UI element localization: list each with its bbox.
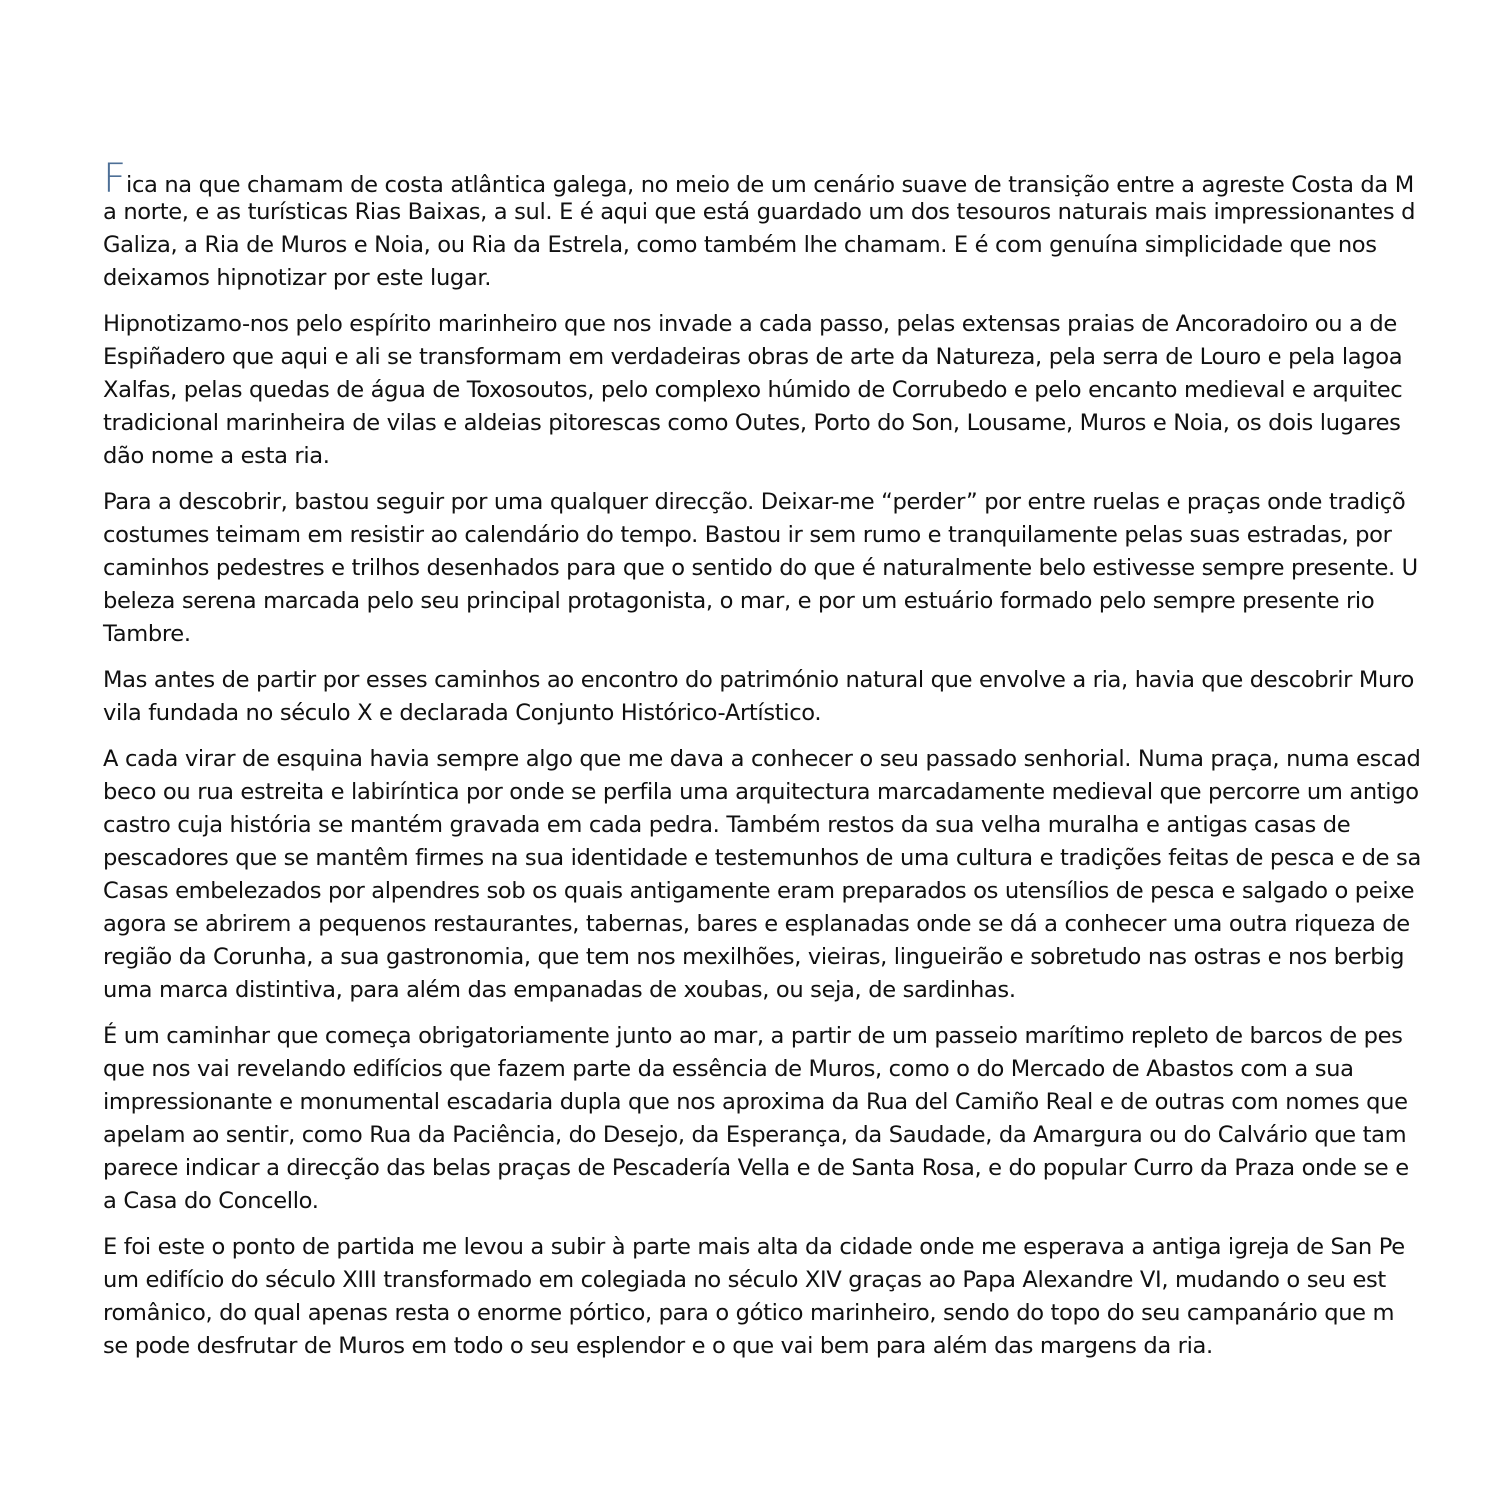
line-text: se pode desfrutar de Muros em todo o seu esplendor e o que vai bem para além das margens da ria. [103, 1333, 1213, 1359]
paragraph [103, 664, 1500, 730]
line-text: Espiñadero que aqui e ali se transformam em verdadeiras obras de arte da Natureza, pela serra de Louro e pela lagoa [103, 344, 1403, 370]
text-line [103, 697, 1500, 730]
line-text: ica na que chamam de costa atlântica galega, no meio de um cenário suave de transição entre a agreste Costa da M [126, 172, 1414, 198]
text-line [103, 908, 1500, 941]
line-text: vila fundada no século X e declarada Conjunto Histórico-Artístico. [103, 700, 822, 726]
line-text: impressionante e monumental escadaria dupla que nos aproxima da Rua del Camiño Real e de outras com nomes que [103, 1089, 1408, 1115]
line-text: Tambre. [103, 621, 191, 647]
paragraph [103, 308, 1500, 473]
line-text: beleza serena marcada pelo seu principal protagonista, o mar, e por um estuário formado pelo sempre presente rio [103, 588, 1375, 614]
text-line [103, 1053, 1500, 1086]
paragraph-spacer [103, 1007, 1500, 1020]
line-text: Xalfas, pelas quedas de água de Toxosoutos, pelo complexo húmido de Corrubedo e pelo encanto medieval e arquitec [103, 377, 1403, 403]
line-text: Hipnotizamo-nos pelo espírito marinheiro que nos invade a cada passo, pelas extensas praias de Ancoradoiro ou a de [103, 311, 1397, 337]
text-line [103, 941, 1500, 974]
paragraph [103, 743, 1500, 1007]
text-line [103, 776, 1500, 809]
drop-cap-letter: F [103, 156, 127, 202]
text-line [103, 1119, 1500, 1152]
line-text: Mas antes de partir por esses caminhos ao encontro do património natural que envolve a ria, havia que descobrir Muro [103, 667, 1414, 693]
text-line [103, 552, 1500, 585]
paragraph-spacer [103, 473, 1500, 486]
line-text: românico, do qual apenas resta o enorme pórtico, para o gótico marinheiro, sendo do topo do seu campanário que m [103, 1300, 1395, 1326]
text-line [103, 1330, 1500, 1363]
line-text: caminhos pedestres e trilhos desenhados para que o sentido do que é naturalmente belo estivesse sempre presente. U [103, 555, 1418, 581]
text-line [103, 407, 1500, 440]
line-text: um edifício do século XIII transformado em colegiada no século XIV graças ao Papa Alexandre VI, mudando o seu est [103, 1267, 1386, 1293]
text-line [103, 618, 1500, 651]
text-line [103, 664, 1500, 697]
text-line [103, 1086, 1500, 1119]
line-text: deixamos hipnotizar por este lugar. [103, 265, 492, 291]
paragraph [103, 1231, 1500, 1363]
text-line [103, 842, 1500, 875]
text-line [103, 440, 1500, 473]
line-text: E foi este o ponto de partida me levou a subir à parte mais alta da cidade onde me esperava a antiga igreja de San Pe [103, 1234, 1405, 1260]
line-text: dão nome a esta ria. [103, 443, 330, 469]
line-text: agora se abrirem a pequenos restaurantes, tabernas, bares e esplanadas onde se dá a conhecer uma outra riqueza de [103, 911, 1410, 937]
line-text: É um caminhar que começa obrigatoriamente junto ao mar, a partir de um passeio marítimo repleto de barcos de pes [103, 1023, 1403, 1049]
text-line [103, 1020, 1500, 1053]
line-text: parece indicar a direcção das belas praças de Pescadería Vella e de Santa Rosa, e do popular Curro da Praza onde se e [103, 1155, 1409, 1181]
line-text: castro cuja história se mantém gravada em cada pedra. Também restos da sua velha muralha e antigas casas de [103, 812, 1351, 838]
text-line [103, 486, 1500, 519]
text-line [103, 374, 1500, 407]
text-line [103, 156, 1500, 202]
text-line [103, 1231, 1500, 1264]
paragraph-spacer [103, 1218, 1500, 1231]
line-text: pescadores que se mantêm firmes na sua identidade e testemunhos de uma cultura e tradições feitas de pesca e de sa [103, 845, 1421, 871]
paragraph [103, 156, 1500, 295]
text-line [103, 341, 1500, 374]
text-line [103, 196, 1500, 229]
line-text: Galiza, a Ria de Muros e Noia, ou Ria da Estrela, como também lhe chamam. E é com genuína simplicidade que nos [103, 232, 1377, 258]
line-text: A cada virar de esquina havia sempre algo que me dava a conhecer o seu passado senhorial. Numa praça, numa escad [103, 746, 1421, 772]
paragraph [103, 1020, 1500, 1218]
text-line [103, 308, 1500, 341]
text-line [103, 1152, 1500, 1185]
paragraph-spacer [103, 730, 1500, 743]
paragraph-spacer [103, 651, 1500, 664]
line-text: uma marca distintiva, para além das empanadas de xoubas, ou seja, de sardinhas. [103, 977, 1016, 1003]
text-line [103, 875, 1500, 908]
text-line [103, 974, 1500, 1007]
text-line [103, 809, 1500, 842]
line-text: região da Corunha, a sua gastronomia, que tem nos mexilhões, vieiras, lingueirão e sobretudo nas ostras e nos berbig [103, 944, 1405, 970]
text-line [103, 262, 1500, 295]
paragraph-spacer [103, 295, 1500, 308]
line-text: beco ou rua estreita e labiríntica por onde se perfila uma arquitectura marcadamente medieval que percorre um antigo [103, 779, 1419, 805]
text-line [103, 229, 1500, 262]
line-text: apelam ao sentir, como Rua da Paciência, do Desejo, da Esperança, da Saudade, da Amargura ou do Calvário que tam [103, 1122, 1407, 1148]
paragraph [103, 486, 1500, 651]
line-text: a Casa do Concello. [103, 1188, 319, 1214]
article-body [103, 156, 1500, 1363]
text-line [103, 1297, 1500, 1330]
line-text: Casas embelezados por alpendres sob os quais antigamente eram preparados os utensílios de pesca e salgado o peixe [103, 878, 1415, 904]
line-text: Para a descobrir, bastou seguir por uma qualquer direcção. Deixar-me “perder” por entre ruelas e praças onde tradiçõ [103, 489, 1406, 515]
text-line [103, 1185, 1500, 1218]
line-text: costumes teimam em resistir ao calendário do tempo. Bastou ir sem rumo e tranquilamente pelas suas estradas, por [103, 522, 1392, 548]
line-text: a norte, e as turísticas Rias Baixas, a sul. E é aqui que está guardado um dos tesouros naturais mais impressionantes d [103, 199, 1416, 225]
text-line [103, 519, 1500, 552]
line-text: tradicional marinheira de vilas e aldeias pitorescas como Outes, Porto do Son, Lousame, Muros e Noia, os dois lugares [103, 410, 1401, 436]
text-line [103, 1264, 1500, 1297]
text-line [103, 585, 1500, 618]
line-text: que nos vai revelando edifícios que fazem parte da essência de Muros, como o do Mercado de Abastos com a sua [103, 1056, 1354, 1082]
text-line [103, 743, 1500, 776]
